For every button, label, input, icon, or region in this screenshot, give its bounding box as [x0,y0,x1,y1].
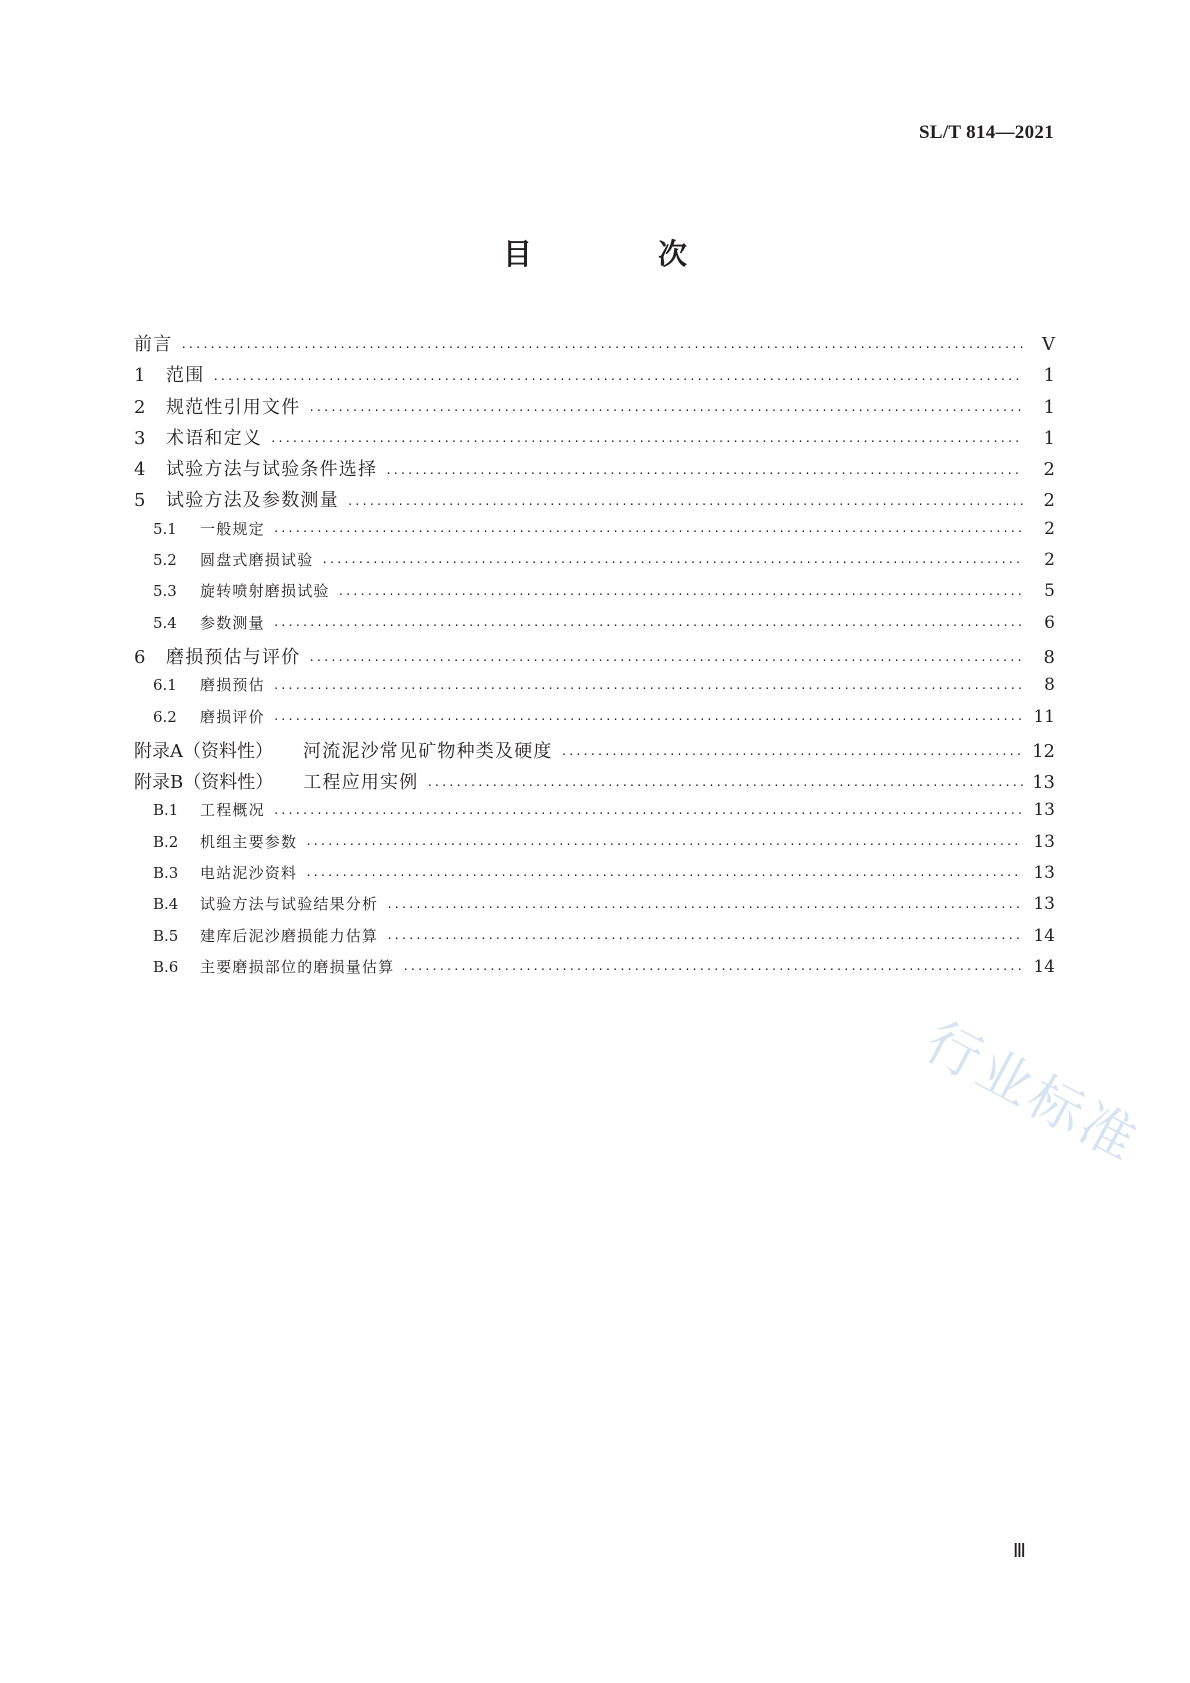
toc-entry-page: 1 [1043,365,1055,387]
toc-entry-5[interactable] [134,486,1055,517]
toc-entry-label: 范围 [166,365,205,387]
toc-entry-b-3[interactable] [134,862,1055,893]
toc-entry-page: 13 [1033,863,1055,884]
toc-entry-number: B.2 [153,832,179,851]
toc-entry-b-6[interactable] [134,956,1055,987]
toc-entry-number: B.5 [153,926,179,945]
toc-entry-page: 14 [1033,925,1055,946]
toc-entry-number: 3 [134,427,146,449]
toc-entry-6[interactable] [134,643,1055,674]
dot-leader [273,807,1023,818]
dot-leader [305,838,1023,849]
toc-entry-page: 2 [1043,490,1055,512]
toc-entry-number: 6.2 [153,707,177,726]
dot-leader [308,654,1023,665]
toc-entry-page: 1 [1043,396,1055,418]
toc-entry-page: 8 [1043,646,1055,668]
toc-entry-number: 5.4 [153,613,177,632]
toc-entry-page: 14 [1033,956,1055,977]
dot-leader [305,869,1023,880]
toc-entry-4[interactable] [134,455,1055,486]
dot-leader [273,525,1023,536]
dot-leader [347,498,1023,509]
toc-entry-page: Ⅴ [1042,334,1055,355]
dot-leader [385,467,1023,478]
toc-entry-number: B.4 [153,895,179,914]
toc-entry-number: 1 [134,365,146,387]
toc-entry-b-4[interactable] [134,893,1055,924]
page-title: 目 次 [502,237,746,271]
toc-entry-number: 4 [134,459,146,481]
dot-leader [273,713,1023,724]
toc-entry-b-2[interactable] [134,831,1055,862]
toc-entry-appendix-a[interactable] [134,737,1055,768]
dot-leader [273,682,1023,693]
toc-entry-label: 试验方法与试验条件选择 [166,459,378,481]
toc-entry-label: 主要磨损部位的磨损量估算 [200,957,395,976]
toc-entry-label: 前言 [134,334,173,355]
toc-entry-page: 8 [1044,675,1055,696]
toc-entry-label: 术语和定义 [166,427,262,449]
toc-entry-page: 13 [1033,800,1055,821]
toc-entry-5-1[interactable] [134,518,1055,549]
document-code: SL/T 814—2021 [919,122,1054,143]
toc-entry-label: 试验方法与试验结果分析 [200,895,379,914]
toc-entry-number: 6.1 [153,676,177,695]
toc-entry-foreword[interactable] [134,330,1055,361]
toc-entry-number: 5 [134,490,146,512]
toc-entry-label: 一般规定 [200,519,265,538]
toc-entry-number: B.3 [153,864,179,883]
toc-entry-page: 12 [1032,740,1055,762]
toc-entry-number: B.1 [153,801,179,820]
toc-entry-page: 13 [1032,772,1055,794]
toc-entry-label: 机组主要参数 [200,832,298,851]
toc-entry-number: 5.3 [153,582,177,601]
toc-entry-number: 5.1 [153,519,177,538]
watermark: 行业标准 [915,1009,1150,1175]
toc-entry-label: 电站泥沙资料 [200,864,298,883]
toc-entry-number: 附录B（资料性） [134,772,274,794]
dot-leader [338,588,1023,599]
toc-entry-5-4[interactable] [134,612,1055,643]
dot-leader [308,404,1023,415]
toc-entry-label: 旋转喷射磨损试验 [200,582,330,601]
toc-entry-5-2[interactable] [134,549,1055,580]
toc-entry-6-2[interactable] [134,706,1055,737]
toc-entry-number: 5.2 [153,551,177,570]
table-of-contents [134,330,1055,987]
toc-entry-5-3[interactable] [134,580,1055,611]
toc-entry-label: 试验方法及参数测量 [166,490,339,512]
toc-entry-label: 工程概况 [200,801,265,820]
dot-leader [386,932,1023,943]
dot-leader [426,779,1023,790]
toc-entry-b-5[interactable] [134,925,1055,956]
dot-leader [402,963,1023,974]
toc-entry-number: 附录A（资料性） [134,740,273,762]
toc-entry-label: 磨损预估 [200,676,265,695]
toc-entry-label: 参数测量 [200,613,265,632]
dot-leader [321,556,1023,567]
toc-entry-number: B.6 [153,957,179,976]
toc-entry-3[interactable] [134,424,1055,455]
page-number: Ⅲ [1012,1541,1026,1562]
toc-entry-label: 磨损评价 [200,707,265,726]
dot-leader [561,748,1023,759]
toc-entry-b-1[interactable] [134,799,1055,830]
toc-entry-page: 13 [1033,894,1055,915]
dot-leader [180,341,1023,352]
toc-entry-label: 河流泥沙常见矿物种类及硬度 [303,740,553,762]
toc-entry-page: 1 [1043,427,1055,449]
toc-entry-label: 规范性引用文件 [166,396,301,418]
toc-entry-label: 工程应用实例 [303,772,419,794]
dot-leader [270,435,1023,446]
dot-leader [273,619,1023,630]
toc-entry-page: 2 [1044,550,1055,571]
toc-entry-2[interactable] [134,393,1055,424]
toc-entry-label: 磨损预估与评价 [166,646,301,668]
toc-entry-page: 5 [1044,581,1055,602]
toc-entry-number: 6 [134,646,146,668]
toc-entry-label: 建库后泥沙磨损能力估算 [200,926,379,945]
toc-entry-page: 11 [1033,706,1055,727]
toc-entry-6-1[interactable] [134,674,1055,705]
toc-entry-page: 2 [1044,518,1055,539]
toc-entry-page: 6 [1044,612,1055,633]
dot-leader [386,901,1023,912]
toc-entry-page: 13 [1033,831,1055,852]
toc-entry-1[interactable] [134,361,1055,392]
dot-leader [212,373,1023,384]
toc-entry-label: 圆盘式磨损试验 [200,551,314,570]
toc-entry-number: 2 [134,396,146,418]
toc-entry-appendix-b[interactable] [134,768,1055,799]
toc-entry-page: 2 [1043,459,1055,481]
